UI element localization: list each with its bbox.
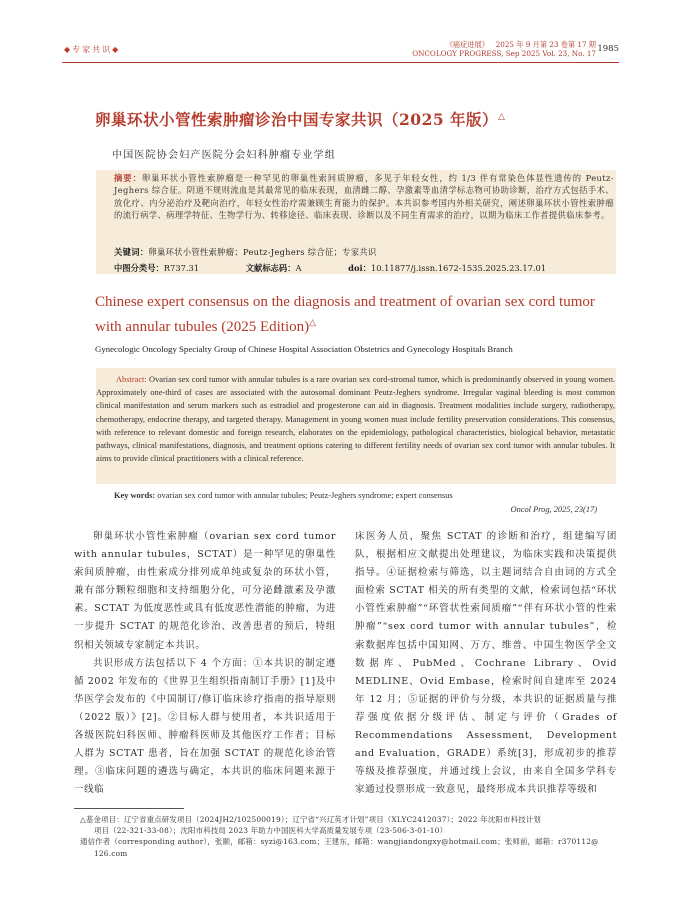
chinese-title xyxy=(95,108,615,130)
journal-name-en: ONCOLOGY PROGRESS, Sep 2025 Vol. 23, No. 17 xyxy=(412,49,596,58)
chinese-keywords xyxy=(114,246,614,258)
clc-number: 中图分类号：R737.31 xyxy=(114,263,200,273)
body-right-column xyxy=(355,528,617,799)
body-paragraph: 卵巢环状小管性索肿瘤（ovarian sex cord tumor with annular tubules，SCTAT）是一种罕见的卵巢性索间质肿瘤，由性索成分排列成单纯或复杂的环状小管，兼有部分颗粒细胞和支持细胞分化，可分泌雌激素及孕激素。SCTAT 为低度恶性或具有低度恶性潜能的肿瘤，为进一步提升 SCTAT 的规范化诊治、改善患者的预后，特组织相关领域专家制定本共识。 xyxy=(74,531,336,651)
journal-name-cn: 《癌症进展》 xyxy=(445,40,489,49)
page-number: 1985 xyxy=(597,44,619,54)
chinese-abstract-label: 摘要： xyxy=(114,173,142,183)
footnote-rule xyxy=(74,808,184,809)
chinese-keywords-text: 卵巢环状小管性索肿瘤；Peutz-Jeghers 综合征；专家共识 xyxy=(148,247,377,257)
corresponding-author-cont: 126.com xyxy=(94,848,128,858)
doi[interactable]: doi：10.11877/j.issn.1672-1535.2025.23.17.01 xyxy=(348,263,547,273)
title-footnote-mark: △ xyxy=(498,111,506,122)
english-keywords-label: Key words: xyxy=(114,491,156,500)
issue-cn: 2025 年 9 月第 23 卷第 17 期 xyxy=(495,40,596,49)
english-author: Gynecologic Oncology Specialty Group of Chinese Hospital Association Obstetrics and Gynecology Hospitals Branch xyxy=(95,344,513,354)
citation: Oncol Prog, 2025, 23(17) xyxy=(510,505,597,514)
footnote xyxy=(80,814,620,859)
english-title xyxy=(95,292,615,337)
english-abstract-label: Abstract: xyxy=(116,375,147,384)
english-abstract xyxy=(96,373,615,465)
corresponding-author[interactable]: 通信作者（corresponding author），张颐，邮箱：syzi@163.com；王建东，邮箱：wangjiandongxy@hotmail.com；张师前，邮箱：r370112@ xyxy=(80,837,599,847)
chinese-author: 中国医院协会妇产医院分会妇科肿瘤专业学组 xyxy=(112,150,336,161)
english-title-text: Chinese expert consensus on the diagnosis and treatment of ovarian sex cord tumor with annular tubules (2025 Edition) xyxy=(95,294,595,335)
classification-line xyxy=(114,262,614,274)
fund-note: △基金项目：辽宁省重点研发项目（2024JH2/102500019）；辽宁省“兴辽英才计划”项目（XLYC2412037）；2022 年沈阳市科技计划 xyxy=(80,815,541,824)
journal-info xyxy=(412,40,596,58)
english-title-footnote-mark: △ xyxy=(309,317,317,327)
body-left-column xyxy=(74,528,336,799)
english-keywords xyxy=(114,491,614,500)
doc-code: 文献标志码：A xyxy=(245,263,302,273)
chinese-title-text: 卵巢环状小管性索肿瘤诊治中国专家共识（2025 年版） xyxy=(95,110,499,129)
body-paragraph: 共识形成方法包括以下 4 个方面：①本共识的制定遵循 2002 年发布的《世界卫生组织指南制订手册》[1]及中华医学会发布的《中国制订/修订临床诊疗指南的指导原则（2022 版）》[2]。②目标人群与使用者，本共识适用于各级医院妇科医师、肿瘤科医师及其他医疗工作者；目标人群为 SCTAT 患者，旨在加强 SCTAT 的规范化诊治管理。③临床问题的遴选与确定，本共识的临床问题来源于一线临 xyxy=(74,657,336,796)
fund-note-cont: 项目（22-321-33-08）；沈阳市科技局 2023 年助力中国医科大学高质量发展专项（23-506-3-01-10） xyxy=(94,826,448,836)
english-abstract-text: Ovarian sex cord tumor with annular tubules is a rare ovarian sex cord-stromal tumor, which is predominantly observed in young women. Approximately one-third of cases are associated with the autosomal dominant Peutz-Jeghers syndrome. Irregular vaginal bleeding is most common clinical manifestation and serum markers such as estradiol and progesterone can aid in diagnosis. Treatment modalities include surgery, radiotherapy, chemotherapy, endocrine therapy, and targeted therapy. Management in young women must include fertility preservation considerations. This consensus, with reference to relevant domestic and foreign research, elaborates on the epidemiology, pathological characteristics, biological behavior, metastatic pathways, clinical manifestations, diagnosis, and treatment options catering to different fertility needs of ovarian sex cord tumor with annular tubules. It aims to provide clinical practitioners with a clinical reference. xyxy=(96,375,616,464)
header-rule xyxy=(62,62,619,63)
english-keywords-text: ovarian sex cord tumor with annular tubules; Peutz-Jeghers syndrome; expert consensus xyxy=(157,491,453,500)
chinese-abstract xyxy=(114,172,614,221)
chinese-keywords-label: 关键词： xyxy=(114,247,149,257)
section-label: ◆专家共识◆ xyxy=(64,45,121,54)
body-paragraph: 床医务人员，聚焦 SCTAT 的诊断和治疗，组建编写团队，根据相应文献提出处理建议，为临床实践和决策提供指导。④证据检索与筛选，以主题词结合自由词的方式全面检索 SCTAT 相关的所有类型的文献，检索词包括“环状小管性索肿瘤”“环管状性索间质瘤”“伴有环状小管的性索肿瘤”“sex cord tumor with annular tubules”，检索数据库包括中国知网、万方、维普、中国生物医学全文数据库、PubMed、Cochrane Library、Ovid MEDLINE、Ovid Embase，检索时间自建库至 2024 年 12 月；⑤证据的评价与分级，本共识的证据质量与推荐强度依据分级评估、制定与评价（Grades of Recommendations Assessment, Development and Evaluation，GRADE）系统[3]，形成初步的推荐等级及推荐强度，并通过线上会议，由来自全国多学科专家通过投票形成一致意见，最终形成本共识推荐等级和 xyxy=(355,531,617,796)
chinese-abstract-text: 卵巢环状小管性索肿瘤是一种罕见的卵巢性索间质肿瘤，多见于年轻女性，约 1/3 伴有常染色体显性遗传的 Peutz-Jeghers 综合征。阴道不规则流血是其最常见的临床表现，血清雌二醇、孕激素等血清学标志物可协助诊断，治疗方式包括手术、放化疗、内分泌治疗及靶向治疗，年轻女性治疗需兼顾生育能力的保护。本共识参考国内外相关研究，阐述卵巢环状小管性索肿瘤的流行病学、病理学特征、生物学行为、转移途径、临床表现、诊断以及不同生育需求的治疗，以期为临床工作者提供临床参考。 xyxy=(114,173,614,220)
